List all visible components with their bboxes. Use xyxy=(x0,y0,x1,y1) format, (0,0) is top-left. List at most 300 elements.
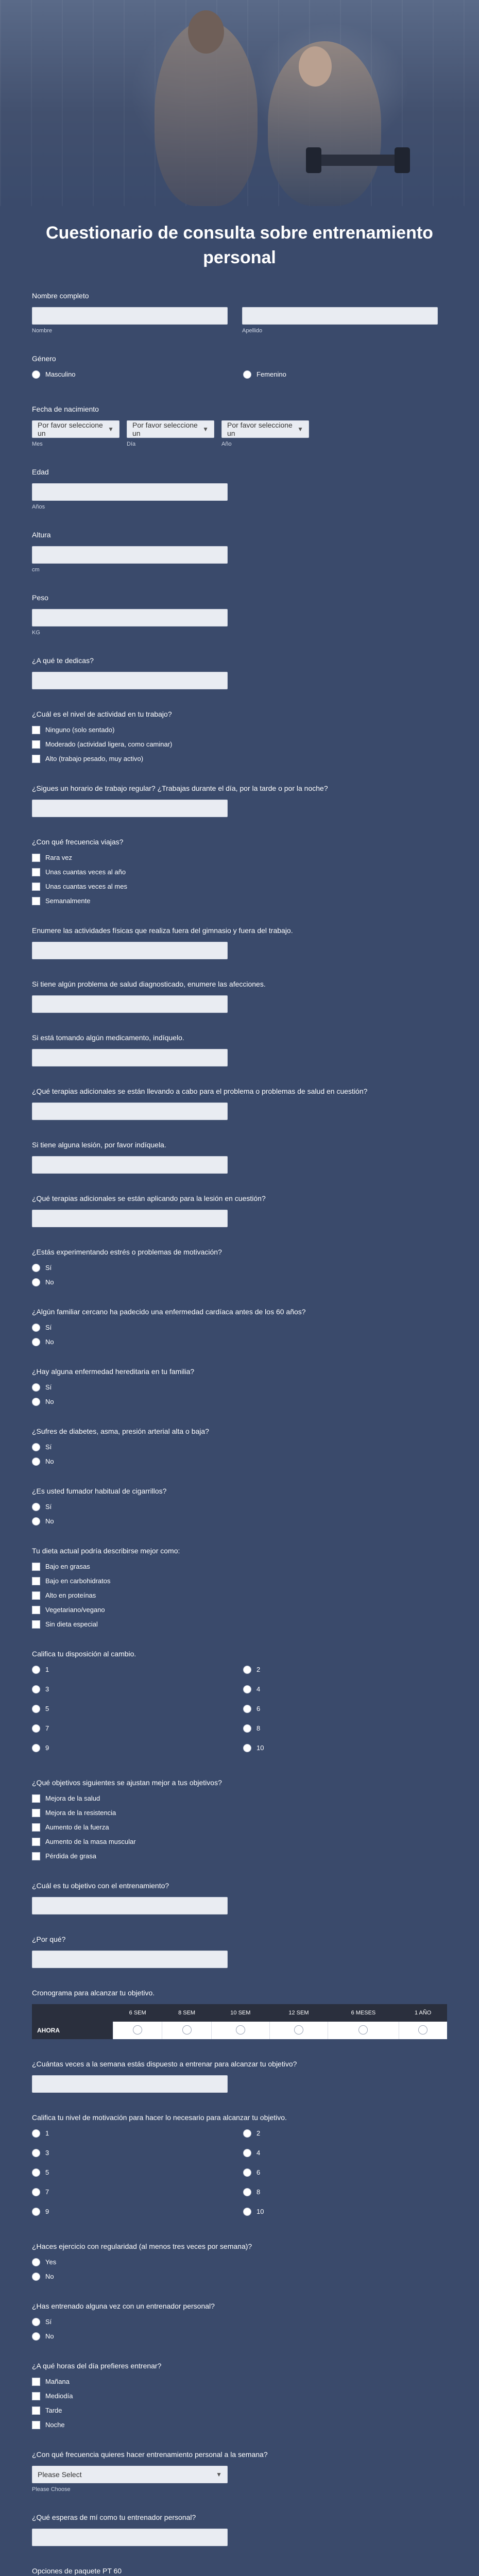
frequency-label: ¿Con qué frecuencia viajas? xyxy=(32,838,124,846)
radio-button[interactable] xyxy=(32,1383,40,1392)
checkbox[interactable] xyxy=(32,1794,40,1803)
radio-button[interactable] xyxy=(243,370,251,379)
height-input[interactable] xyxy=(32,546,228,564)
month-sublabel: Mes xyxy=(32,441,43,447)
gender-label: Género xyxy=(32,354,56,363)
option-label: Unas cuantas veces al mes xyxy=(45,883,127,890)
hero-banner xyxy=(0,0,479,206)
activities-label: Enumere las actividades físicas que realiza fuera del gimnasio y fuera del trabajo. xyxy=(32,926,293,935)
option-label: Sí xyxy=(45,2318,52,2326)
option-label: Vegetariano/vegano xyxy=(45,1606,105,1614)
option-label: Semanalmente xyxy=(45,897,91,905)
first-name-sublabel: Nombre xyxy=(32,328,53,334)
chevron-down-icon: ▼ xyxy=(297,426,303,433)
question-main-goal xyxy=(32,1880,447,1914)
diabetes-label: ¿Sufres de diabetes, asma, presión arterial alta o baja? xyxy=(32,1427,209,1435)
question-regular-exercise xyxy=(32,2241,447,2281)
option-label: Sí xyxy=(45,1264,52,1272)
option-label: 5 xyxy=(45,1705,49,1713)
option-label: 1 xyxy=(45,1666,49,1673)
weekly-label: ¿Cuántas veces a la semana estás dispuesto a entrenar para alcanzar tu objetivo? xyxy=(32,2060,297,2068)
therapies-input[interactable] xyxy=(32,1103,228,1120)
checkbox[interactable] xyxy=(32,726,40,734)
injury-therapies-input[interactable] xyxy=(32,1210,228,1227)
checkbox[interactable] xyxy=(32,2378,40,2386)
radio-button[interactable] xyxy=(32,1324,40,1332)
day-sublabel: Día xyxy=(127,441,136,447)
health-label: Si tiene algún problema de salud diagnosticado, enumere las afecciones. xyxy=(32,980,266,988)
motivation-option[interactable] xyxy=(32,2129,243,2138)
motivation-option[interactable] xyxy=(32,2207,243,2216)
goals-option[interactable] xyxy=(32,1837,447,1846)
weight-input[interactable] xyxy=(32,609,228,626)
diabetes-option[interactable] xyxy=(32,1443,447,1452)
radio-button[interactable] xyxy=(243,2129,251,2138)
radio-button[interactable] xyxy=(243,1705,251,1713)
time-option[interactable] xyxy=(32,2420,447,2430)
option-label: Tarde xyxy=(45,2406,62,2414)
radio-button[interactable] xyxy=(243,2208,251,2216)
question-diabetes xyxy=(32,1426,447,1466)
motivation-level-label: Califica tu nivel de motivación para hacer lo necesario para alcanzar tu objetivo. xyxy=(32,2113,287,2122)
why-input[interactable] xyxy=(32,1951,228,1968)
option-label: No xyxy=(45,1517,54,1525)
activity-option[interactable] xyxy=(32,740,447,749)
motivation-option[interactable] xyxy=(32,2148,243,2158)
time-option[interactable] xyxy=(32,2377,447,2386)
option-label: Aumento de la fuerza xyxy=(45,1823,109,1831)
checkbox[interactable] xyxy=(32,1823,40,1832)
age-sublabel: Años xyxy=(32,504,45,510)
radio-button[interactable] xyxy=(418,2025,427,2035)
select-placeholder: Por favor seleccione un xyxy=(38,421,103,437)
smoker-label: ¿Es usted fumador habitual de cigarrillos? xyxy=(32,1487,167,1495)
trainer-before-option[interactable] xyxy=(32,2317,447,2327)
option-label: 1 xyxy=(45,2129,49,2137)
option-label: 4 xyxy=(256,1685,261,1693)
diabetes-option[interactable] xyxy=(32,1457,447,1466)
checkbox[interactable] xyxy=(32,1577,40,1585)
stress-option[interactable] xyxy=(32,1278,447,1287)
radio-button[interactable] xyxy=(32,2149,40,2157)
height-label: Altura xyxy=(32,531,51,539)
last-name-input[interactable] xyxy=(242,307,438,325)
question-why xyxy=(32,1934,447,1968)
health-input[interactable] xyxy=(32,995,228,1013)
trainer-man-head xyxy=(188,10,224,54)
option-label: Rara vez xyxy=(45,854,73,861)
trainer-woman-head xyxy=(299,46,332,87)
question-health xyxy=(32,979,447,1013)
radio-button[interactable] xyxy=(32,2168,40,2177)
question-height xyxy=(32,530,447,573)
option-label: Yes xyxy=(45,2258,57,2266)
option-label: Sí xyxy=(45,1383,52,1391)
activity-label: ¿Cuál es el nivel de actividad en tu trabajo? xyxy=(32,710,172,718)
question-travel-frequency xyxy=(32,837,447,906)
radio-button[interactable] xyxy=(133,2025,142,2035)
option-label: 7 xyxy=(45,2188,49,2196)
why-label: ¿Por qué? xyxy=(32,1935,66,1943)
disposition-option[interactable] xyxy=(243,1743,454,1753)
checkbox[interactable] xyxy=(32,1563,40,1571)
trainer-frequency-label: ¿Con qué frecuencia quieres hacer entrenamiento personal a la semana? xyxy=(32,2450,268,2459)
select-placeholder: Por favor seleccione un xyxy=(132,421,198,437)
checkbox[interactable] xyxy=(32,1620,40,1629)
option-label: Sí xyxy=(45,1503,52,1511)
chevron-down-icon: ▼ xyxy=(202,426,209,433)
option-label: Mejora de la salud xyxy=(45,1794,100,1802)
checkbox[interactable] xyxy=(32,897,40,905)
checkbox[interactable] xyxy=(32,1809,40,1817)
option-label: Ninguno (solo sentado) xyxy=(45,726,115,734)
birthdate-label: Fecha de nacimiento xyxy=(32,405,99,413)
frequency-option[interactable] xyxy=(32,853,447,862)
option-label: 8 xyxy=(256,1724,261,1732)
question-hereditary xyxy=(32,1366,447,1406)
question-injury-therapies xyxy=(32,1193,447,1227)
question-injury xyxy=(32,1140,447,1174)
radio-button[interactable] xyxy=(32,1443,40,1451)
option-label: 9 xyxy=(45,2208,49,2215)
question-timeline xyxy=(32,1988,447,2039)
expectations-label: ¿Qué esperas de mí como tu entrenador personal? xyxy=(32,2513,196,2521)
matrix-cell[interactable] xyxy=(269,2022,328,2039)
option-label: Femenino xyxy=(256,370,286,378)
question-stress xyxy=(32,1247,447,1287)
injury-therapies-label: ¿Qué terapias adicionales se están aplicando para la lesión en cuestión? xyxy=(32,1194,266,1202)
radio-button[interactable] xyxy=(32,1458,40,1466)
motivation-option[interactable] xyxy=(243,2168,454,2177)
checkbox[interactable] xyxy=(32,755,40,763)
checkbox[interactable] xyxy=(32,1606,40,1614)
injury-label: Si tiene alguna lesión, por favor indíquela. xyxy=(32,1141,166,1149)
last-name-sublabel: Apellido xyxy=(242,328,263,334)
disposition-option[interactable] xyxy=(32,1704,243,1714)
goals-option[interactable] xyxy=(32,1794,447,1803)
option-label: No xyxy=(45,1458,54,1465)
question-activities xyxy=(32,925,447,959)
hereditary-label: ¿Hay alguna enfermedad hereditaria en tu familia? xyxy=(32,1367,195,1376)
question-disposition xyxy=(32,1649,447,1758)
checkbox[interactable] xyxy=(32,883,40,891)
timeline-label: Cronograma para alcanzar tu objetivo. xyxy=(32,1989,155,1997)
option-label: Bajo en grasas xyxy=(45,1563,90,1570)
radio-button[interactable] xyxy=(243,1685,251,1693)
select-placeholder: Please Select xyxy=(38,2470,82,2479)
matrix-column-header: 8 SEM xyxy=(162,2004,211,2022)
matrix-cell[interactable] xyxy=(211,2022,269,2039)
gender-option[interactable] xyxy=(32,370,243,379)
radio-button[interactable] xyxy=(32,1744,40,1752)
radio-button[interactable] xyxy=(32,2258,40,2266)
option-label: 6 xyxy=(256,1705,261,1713)
diet-option[interactable] xyxy=(32,1591,447,1600)
consultation-form xyxy=(0,206,479,2576)
question-smoker xyxy=(32,1486,447,1526)
month-select[interactable] xyxy=(32,420,119,438)
year-select[interactable] xyxy=(221,420,309,438)
question-time-of-day xyxy=(32,2361,447,2430)
disposition-option[interactable] xyxy=(243,1685,454,1694)
checkbox[interactable] xyxy=(32,1852,40,1860)
question-diet xyxy=(32,1546,447,1629)
injury-input[interactable] xyxy=(32,1156,228,1174)
radio-button[interactable] xyxy=(32,1338,40,1346)
radio-button[interactable] xyxy=(32,1705,40,1713)
radio-button[interactable] xyxy=(236,2025,245,2035)
regular-label: ¿Haces ejercicio con regularidad (al menos tres veces por semana)? xyxy=(32,2242,252,2250)
time-option[interactable] xyxy=(32,2406,447,2415)
goals-label: ¿Qué objetivos siguientes se ajustan mejor a tus objetivos? xyxy=(32,1778,222,1787)
radio-button[interactable] xyxy=(182,2025,192,2035)
question-weight xyxy=(32,592,447,636)
smoker-option[interactable] xyxy=(32,1502,447,1512)
meds-input[interactable] xyxy=(32,1049,228,1066)
diet-label: Tu dieta actual podría describirse mejor como: xyxy=(32,1547,180,1555)
question-full-name xyxy=(32,291,447,334)
smoker-option[interactable] xyxy=(32,1517,447,1526)
checkbox[interactable] xyxy=(32,2392,40,2400)
timeline-matrix xyxy=(32,2004,447,2039)
option-label: Aumento de la masa muscular xyxy=(45,1838,136,1845)
question-motivation-level xyxy=(32,2112,447,2222)
option-label: No xyxy=(45,1338,54,1346)
option-label: No xyxy=(45,2332,54,2340)
radio-button[interactable] xyxy=(243,1724,251,1733)
family-heart-label: ¿Algún familiar cercano ha padecido una enfermedad cardíaca antes de los 60 años? xyxy=(32,1308,306,1316)
checkbox[interactable] xyxy=(32,1591,40,1600)
disposition-option[interactable] xyxy=(243,1704,454,1714)
trainer-frequency-select[interactable] xyxy=(32,2466,228,2483)
disposition-option[interactable] xyxy=(32,1665,243,1674)
option-label: No xyxy=(45,2273,54,2280)
height-sublabel: cm xyxy=(32,567,40,573)
question-trainer-frequency xyxy=(32,2449,447,2493)
schedule-input[interactable] xyxy=(32,800,228,817)
main-goal-input[interactable] xyxy=(32,1897,228,1914)
radio-button[interactable] xyxy=(243,2149,251,2157)
main-goal-label: ¿Cuál es tu objetivo con el entrenamiento? xyxy=(32,1882,169,1890)
radio-button[interactable] xyxy=(32,2273,40,2281)
weight-sublabel: KG xyxy=(32,630,40,636)
time-option[interactable] xyxy=(32,2392,447,2401)
frequency-option[interactable] xyxy=(32,882,447,891)
hereditary-option[interactable] xyxy=(32,1383,447,1392)
option-label: Mejora de la resistencia xyxy=(45,1809,116,1817)
question-meds xyxy=(32,1032,447,1066)
question-pt60 xyxy=(32,2566,447,2576)
option-label: 10 xyxy=(256,1744,264,1752)
option-label: No xyxy=(45,1398,54,1405)
weight-label: Peso xyxy=(32,594,48,602)
activity-option[interactable] xyxy=(32,754,447,764)
option-label: Masculino xyxy=(45,370,76,378)
chevron-down-icon: ▼ xyxy=(108,426,114,433)
goals-option[interactable] xyxy=(32,1808,447,1818)
matrix-corner xyxy=(32,2004,113,2022)
activities-input[interactable] xyxy=(32,942,228,959)
motivation-option[interactable] xyxy=(32,2168,243,2177)
matrix-row-header: AHORA xyxy=(32,2022,113,2039)
occupation-input[interactable] xyxy=(32,672,228,689)
trainer-frequency-sublabel: Please Choose xyxy=(32,2486,71,2493)
radio-button[interactable] xyxy=(32,1685,40,1693)
stress-label: ¿Estás experimentando estrés o problemas de motivación? xyxy=(32,1248,222,1256)
trainer-before-option[interactable] xyxy=(32,2332,447,2341)
option-label: Alto (trabajo pesado, muy activo) xyxy=(45,755,144,762)
option-label: 9 xyxy=(45,1744,49,1752)
matrix-cell[interactable] xyxy=(328,2022,399,2039)
first-name-input[interactable] xyxy=(32,307,228,325)
checkbox[interactable] xyxy=(32,1838,40,1846)
radio-button[interactable] xyxy=(358,2025,368,2035)
option-label: Sí xyxy=(45,1324,52,1331)
hereditary-option[interactable] xyxy=(32,1397,447,1406)
motivation-option[interactable] xyxy=(243,2148,454,2158)
day-select[interactable] xyxy=(127,420,214,438)
matrix-column-header: 12 SEM xyxy=(269,2004,328,2022)
question-birthdate xyxy=(32,404,447,447)
question-family-heart xyxy=(32,1307,447,1347)
option-label: Mañana xyxy=(45,2378,70,2385)
question-goals xyxy=(32,1777,447,1861)
question-age xyxy=(32,467,447,510)
radio-button[interactable] xyxy=(32,370,40,379)
weekly-input[interactable] xyxy=(32,2075,228,2093)
disposition-option[interactable] xyxy=(243,1665,454,1674)
option-label: 4 xyxy=(256,2149,261,2157)
question-schedule xyxy=(32,783,447,817)
option-label: 3 xyxy=(45,2149,49,2157)
disposition-option[interactable] xyxy=(32,1685,243,1694)
trainer-before-label: ¿Has entrenado alguna vez con un entrenador personal? xyxy=(32,2302,215,2310)
option-label: Bajo en carbohidratos xyxy=(45,1577,111,1585)
checkbox[interactable] xyxy=(32,868,40,876)
matrix-cell[interactable] xyxy=(162,2022,211,2039)
form-title: Cuestionario de consulta sobre entrenamiento personal xyxy=(46,223,433,267)
radio-button[interactable] xyxy=(32,1517,40,1526)
motivation-option[interactable] xyxy=(243,2188,454,2197)
year-sublabel: Año xyxy=(221,441,232,447)
option-label: Noche xyxy=(45,2421,65,2429)
option-label: Sí xyxy=(45,1443,52,1451)
option-label: 8 xyxy=(256,2188,261,2196)
schedule-label: ¿Sigues un horario de trabajo regular? ¿Trabajas durante el día, por la tarde o por la noche? xyxy=(32,784,328,792)
chevron-down-icon: ▼ xyxy=(216,2471,222,2478)
radio-button[interactable] xyxy=(32,1398,40,1406)
radio-button[interactable] xyxy=(243,1666,251,1674)
motivation-option[interactable] xyxy=(243,2207,454,2216)
regular-option[interactable] xyxy=(32,2272,447,2281)
matrix-column-header: 6 SEM xyxy=(113,2004,162,2022)
expectations-input[interactable] xyxy=(32,2529,228,2546)
frequency-option[interactable] xyxy=(32,868,447,877)
checkbox[interactable] xyxy=(32,854,40,862)
radio-button[interactable] xyxy=(32,1264,40,1272)
radio-button[interactable] xyxy=(32,1666,40,1674)
matrix-column-header: 1 AÑO xyxy=(399,2004,447,2022)
gender-option[interactable] xyxy=(243,370,454,379)
diet-option[interactable] xyxy=(32,1605,447,1615)
checkbox[interactable] xyxy=(32,2421,40,2429)
option-label: 3 xyxy=(45,1685,49,1693)
option-label: 6 xyxy=(256,2168,261,2176)
radio-button[interactable] xyxy=(243,1744,251,1752)
dumbbell-image xyxy=(309,155,407,166)
occupation-label: ¿A qué te dedicas? xyxy=(32,656,94,665)
matrix-column-header: 6 MESES xyxy=(328,2004,399,2022)
option-label: Sin dieta especial xyxy=(45,1620,98,1628)
disposition-option[interactable] xyxy=(243,1724,454,1733)
question-trainer-before xyxy=(32,2301,447,2341)
radio-button[interactable] xyxy=(32,2332,40,2341)
family-heart-option[interactable] xyxy=(32,1323,447,1332)
question-expectations xyxy=(32,2512,447,2546)
question-gender xyxy=(32,353,447,384)
time-of-day-label: ¿A qué horas del día prefieres entrenar? xyxy=(32,2362,162,2370)
goals-option[interactable] xyxy=(32,1852,447,1861)
option-label: 10 xyxy=(256,2208,264,2215)
radio-button[interactable] xyxy=(294,2025,303,2035)
option-label: 2 xyxy=(256,1666,261,1673)
activity-option[interactable] xyxy=(32,725,447,735)
meds-label: Si está tomando algún medicamento, indíquelo. xyxy=(32,1033,184,1042)
stress-option[interactable] xyxy=(32,1263,447,1273)
select-placeholder: Por favor seleccione un xyxy=(227,421,293,437)
option-label: Moderado (actividad ligera, como caminar) xyxy=(45,740,173,748)
age-input[interactable] xyxy=(32,483,228,501)
radio-button[interactable] xyxy=(243,2188,251,2196)
frequency-option[interactable] xyxy=(32,896,447,906)
goals-option[interactable] xyxy=(32,1823,447,1832)
therapies-label: ¿Qué terapias adicionales se están llevando a cabo para el problema o problemas de salud en cuestión? xyxy=(32,1087,368,1095)
radio-button[interactable] xyxy=(32,2318,40,2326)
matrix-cell[interactable] xyxy=(399,2022,447,2039)
option-label: Pérdida de grasa xyxy=(45,1852,97,1860)
matrix-cell[interactable] xyxy=(113,2022,162,2039)
disposition-label: Califica tu disposición al cambio. xyxy=(32,1650,136,1658)
option-label: 5 xyxy=(45,2168,49,2176)
checkbox[interactable] xyxy=(32,2406,40,2415)
disposition-option[interactable] xyxy=(32,1724,243,1733)
radio-button[interactable] xyxy=(32,1278,40,1286)
family-heart-option[interactable] xyxy=(32,1337,447,1347)
option-label: No xyxy=(45,1278,54,1286)
option-label: Alto en proteínas xyxy=(45,1591,96,1599)
radio-button[interactable] xyxy=(32,2208,40,2216)
motivation-option[interactable] xyxy=(32,2188,243,2197)
disposition-option[interactable] xyxy=(32,1743,243,1753)
radio-button[interactable] xyxy=(32,1503,40,1511)
diet-option[interactable] xyxy=(32,1562,447,1571)
option-label: Mediodía xyxy=(45,2392,73,2400)
regular-option[interactable] xyxy=(32,2258,447,2267)
motivation-option[interactable] xyxy=(243,2129,454,2138)
checkbox[interactable] xyxy=(32,740,40,749)
radio-button[interactable] xyxy=(32,2129,40,2138)
radio-button[interactable] xyxy=(32,2188,40,2196)
question-therapies xyxy=(32,1086,447,1120)
question-activity xyxy=(32,709,447,764)
radio-button[interactable] xyxy=(243,2168,251,2177)
diet-option[interactable] xyxy=(32,1577,447,1586)
question-occupation xyxy=(32,655,447,689)
option-label: Unas cuantas veces al año xyxy=(45,868,126,876)
option-label: 2 xyxy=(256,2129,261,2137)
diet-option[interactable] xyxy=(32,1620,447,1629)
radio-button[interactable] xyxy=(32,1724,40,1733)
